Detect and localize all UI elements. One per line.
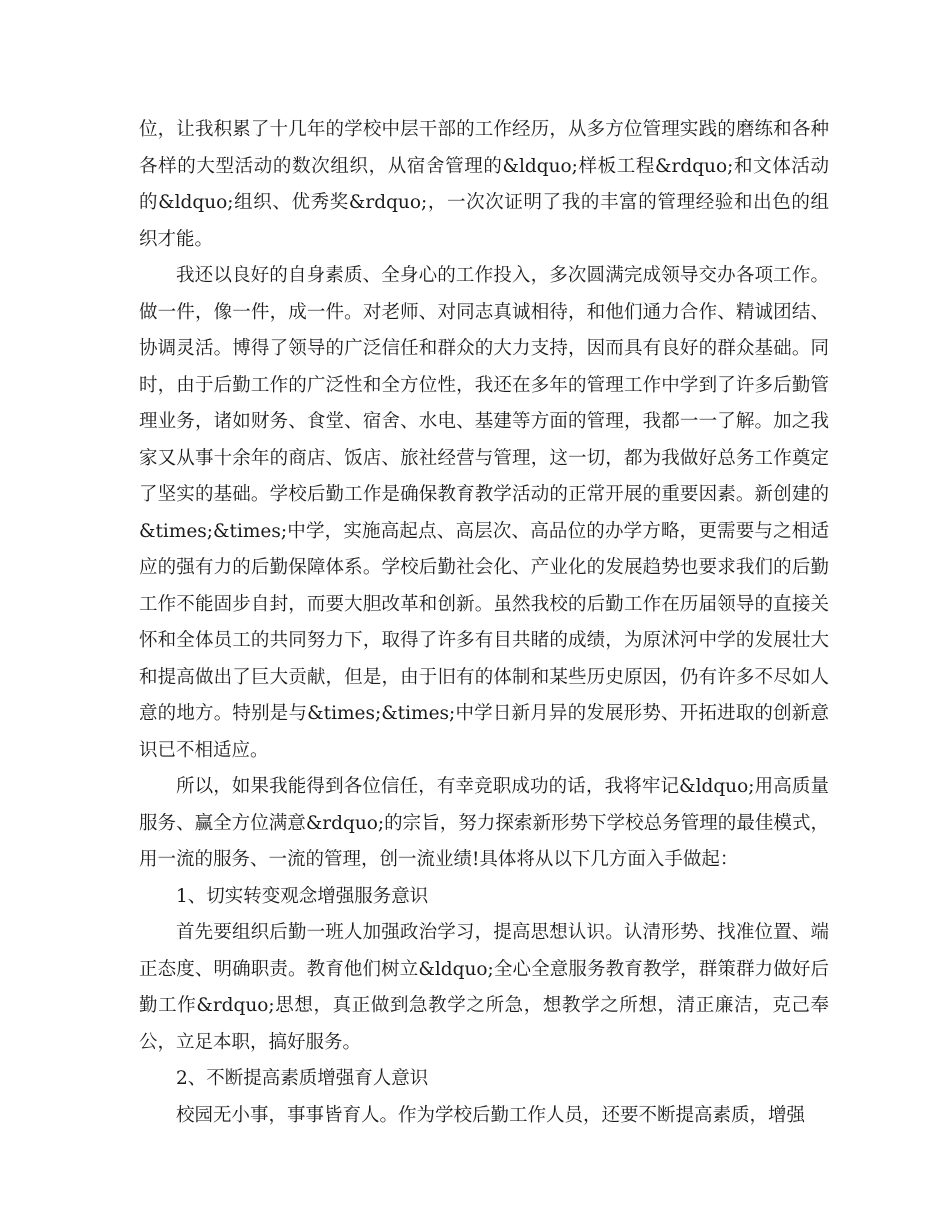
paragraph-self-qualities: 我还以良好的自身素质、全身心的工作投入，多次圆满完成领导交办各项工作。做一件，像一件，成一件。对老师、对同志真诚相待，和他们通力合作、精诚团结、协调灵活。博得了领导的广泛信任和群众的大力支持，因而具有良好的群众基础。同时，由于后勤工作的广泛性和全方位性，我还在多年的管理工作中学到了许多后勤管理业务，诸如财务、食堂、宿舍、水电、基建等方面的管理，我都一一了解。加之我家又从事十余年的商店、饭店、旅社经营与管理，这一切，都为我做好总务工作奠定了坚实的基础。学校后勤工作是确保教育教学活动的正常开展的重要因素。新创建的&times;&times;中学，实施高起点、高层次、高品位的办学方略，更需要与之相适应的强有力的后勤保障体系。学校后勤社会化、产业化的发展趋势也要求我们的后勤工作不能固步自封，而要大胆改革和创新。虽然我校的后勤工作在历届领导的直接关怀和全体员工的共同努力下，取得了许多有目共睹的成绩，为原沭河中学的发展壮大和提高做出了巨大贡献，但是，由于旧有的体制和某些历史原因，仍有许多不尽如人意的地方。特别是与&times;&times;中学日新月异的发展形势、开拓进取的创新意识已不相适应。: [139, 265, 829, 761]
document-body: [139, 112, 829, 1134]
paragraph-commitment: 所以，如果我能得到各位信任，有幸竞职成功的话，我将牢记&ldquo;用高质量服务、赢全方位满意&rdquo;的宗旨，努力探索新形势下学校总务管理的最佳模式，用一流的服务、一流的管理，创一流业绩!具体将从以下几方面入手做起：: [139, 776, 829, 870]
section-heading-1: 1、切实转变观念增强服务意识: [176, 885, 429, 907]
paragraph-section-2: 校园无小事，事事皆育人。作为学校后勤工作人员，还要不断提高素质，增强: [176, 1104, 806, 1126]
paragraph-section-1: 首先要组织后勤一班人加强政治学习，提高思想认识。认清形势、找准位置、端正态度、明确职责。教育他们树立&ldquo;全心全意服务教育教学，群策群力做好后勤工作&rdquo;思想，真正做到急教学之所急，想教学之所想，清正廉洁，克己奉公，立足本职，搞好服务。: [139, 922, 829, 1053]
paragraph-continuation: 位，让我积累了十几年的学校中层干部的工作经历，从多方位管理实践的磨练和各种各样的大型活动的数次组织，从宿舍管理的&ldquo;样板工程&rdquo;和文体活动的&ldquo;组织、优秀奖&rdquo;，一次次证明了我的丰富的管理经验和出色的组织才能。: [139, 119, 829, 250]
section-heading-2: 2、不断提高素质增强育人意识: [176, 1068, 429, 1089]
